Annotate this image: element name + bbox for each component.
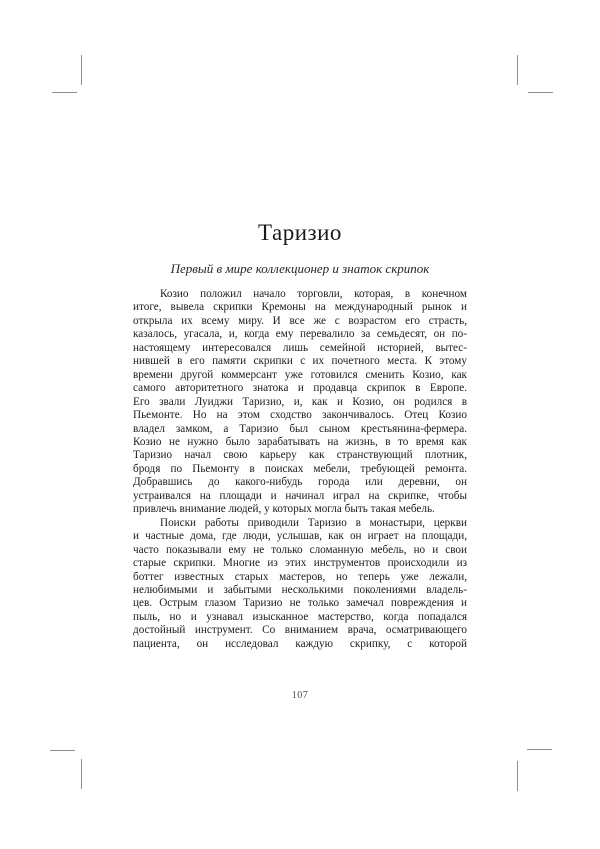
- text-line: открыла их всему миру. И все же с возрастом его страсть,: [133, 314, 467, 327]
- text-line: Поиски работы приводили Таризио в монастыри, церкви: [160, 516, 467, 529]
- text-line: часто показывали ему не только сломанную мебель, но и свои: [133, 543, 467, 556]
- crop-mark-top-right-vertical: [517, 55, 518, 85]
- text-line: старые скрипки. Многие из этих инструментов происходили из: [133, 557, 467, 570]
- text-line: бродя по Пьемонту в поисках мебели, требующей ремонта.: [133, 462, 467, 475]
- paragraph: [133, 517, 467, 652]
- crop-mark-top-left-vertical: [81, 55, 82, 85]
- body-text: [133, 288, 467, 651]
- crop-mark-bottom-right-vertical: [517, 761, 518, 791]
- text-line: устраивался на площади и начинал играл на скрипке, чтобы: [133, 489, 467, 502]
- crop-mark-bottom-left-vertical: [81, 759, 82, 789]
- text-line: казалось, угасала, и, когда ему перевалило за семьдесят, он по-: [133, 328, 467, 341]
- crop-mark-bottom-left-horizontal: [50, 750, 75, 751]
- crop-mark-bottom-right-horizontal: [527, 749, 552, 750]
- text-line: пыль, но и узнавал изысканное мастерство, когда попадался: [133, 610, 467, 623]
- text-line: Его звали Луиджи Таризио, и, как и Козио, он родился в: [133, 395, 467, 408]
- text-line: пациента, он исследовал каждую скрипку, с которой: [133, 637, 467, 650]
- text-line: нелюбимыми и забытыми несколькими поколениями владель-: [133, 583, 467, 596]
- text-line: Добравшись до какого-нибудь города или деревни, он: [133, 476, 467, 489]
- page-number: 107: [291, 690, 309, 701]
- text-line: владел замком, а Таризио был сыном крестьянина-фермера.: [133, 422, 467, 435]
- crop-mark-top-left-horizontal: [52, 92, 77, 93]
- text-line: цев. Острым глазом Таризио не только замечал повреждения и: [133, 597, 467, 610]
- chapter-title: Таризио: [258, 220, 342, 245]
- text-line: настоящему интересовался лишь семейной историей, вытес-: [133, 341, 467, 354]
- text-line: Козио положил начало торговли, которая, в конечном: [160, 288, 467, 300]
- text-line: времени другой коммерсант уже готовился сменить Козио, как: [133, 368, 467, 381]
- text-line: самого авторитетного знатока и продавца скрипок в Европе.: [133, 382, 467, 395]
- text-line: итоге, вывела скрипки Кремоны на международный рынок и: [133, 301, 467, 314]
- chapter-subtitle: Первый в мире коллекционер и знаток скрипок: [170, 261, 430, 276]
- text-line: Таризио начал свою карьеру как странствующий плотник,: [133, 449, 467, 462]
- text-line: нившей в его памяти скрипки с их почетного места. К этому: [133, 355, 467, 368]
- text-line: привлечь внимание людей, у которых могла быть такая мебель.: [133, 503, 435, 516]
- text-line: боттег известных старых мастеров, но теперь уже лежали,: [133, 570, 467, 583]
- text-line: Козио не нужно было зарабатывать на жизнь, в то время как: [133, 435, 467, 448]
- text-line: достойный инструмент. Со вниманием врача, осматривающего: [133, 624, 467, 637]
- text-line: Пьемонте. Но на этом сходство закончивалось. Отец Козио: [133, 409, 467, 422]
- crop-mark-top-right-horizontal: [528, 92, 553, 93]
- paragraph: [133, 288, 467, 517]
- text-line: и частные дома, где люди, услышав, как он играет на площади,: [133, 530, 467, 543]
